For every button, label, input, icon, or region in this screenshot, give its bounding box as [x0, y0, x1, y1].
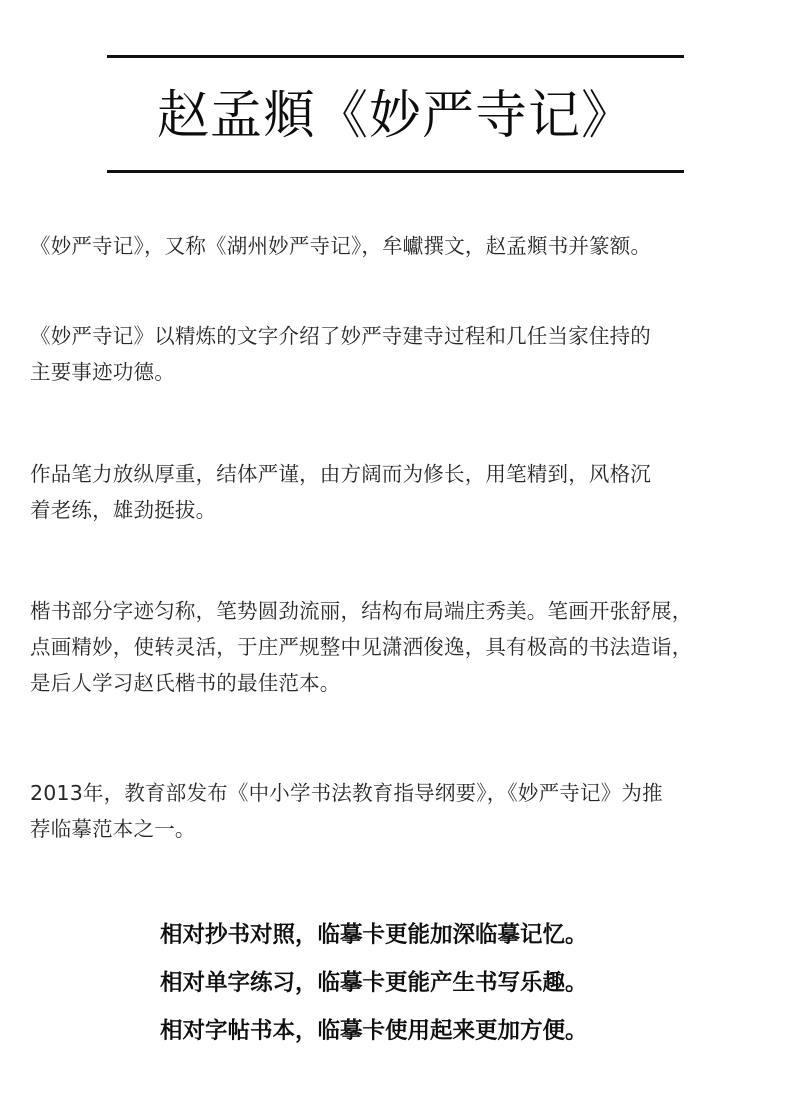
highlight-item: 相对抄书对照，临摹卡更能加深临摹记忆。 [160, 922, 588, 948]
paragraph-content [30, 318, 765, 390]
paragraph-style [30, 456, 765, 528]
paragraph-line: 着老练，雄劲挺拔。 [30, 498, 217, 522]
paragraph-line: 楷书部分字迹匀称，笔势圆劲流丽，结构布局端庄秀美。笔画开张舒展， [30, 599, 693, 623]
highlight-item: 相对单字练习，临摹卡更能产生书写乐趣。 [160, 970, 588, 996]
paragraph-line: 《妙严寺记》，又称《湖州妙严寺记》，牟巘撰文，赵孟頫书并篆额。 [30, 234, 652, 258]
paragraph-line: 主要事迹功德。 [30, 360, 175, 384]
page-title: 赵孟頫《妙严寺记》 [156, 86, 634, 146]
paragraph-line: 作品笔力放纵厚重，结体严谨，由方阔而为修长，用笔精到，风格沉 [30, 462, 651, 486]
paragraph-line: 《妙严寺记》以精炼的文字介绍了妙严寺建寺过程和几任当家住持的 [30, 324, 651, 348]
title-bottom-rule [107, 170, 684, 173]
paragraph-line: 点画精妙，使转灵活，于庄严规整中见潇洒俊逸，具有极高的书法造诣， [30, 635, 693, 659]
paragraph-line: 2013年，教育部发布《中小学书法教育指导纲要》，《妙严寺记》为推 [30, 781, 663, 805]
paragraph-recommendation [30, 775, 765, 847]
title-top-rule [107, 55, 684, 58]
highlight-item: 相对字帖书本，临摹卡使用起来更加方便。 [160, 1018, 588, 1044]
highlight-list [160, 911, 680, 1055]
paragraph-intro [30, 228, 765, 264]
paragraph-line: 是后人学习赵氏楷书的最佳范本。 [30, 671, 341, 695]
paragraph-line: 荐临摹范本之一。 [30, 817, 196, 841]
paragraph-regular-script [30, 593, 765, 701]
